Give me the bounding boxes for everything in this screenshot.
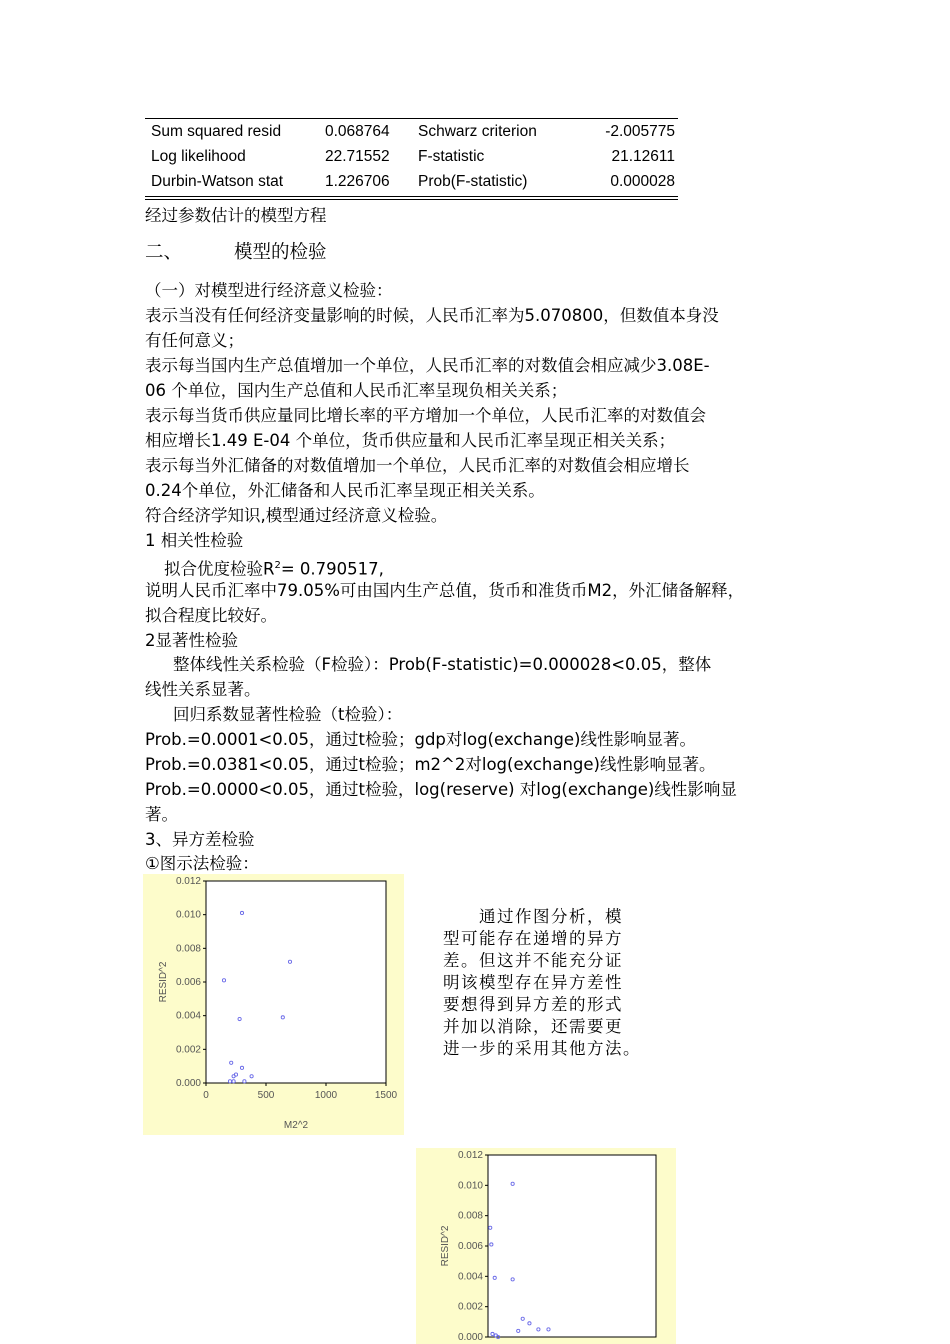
table-row [145,119,678,144]
superscript: 2 [274,560,281,571]
paragraph-line: 表示每当货币供应量同比增长率的平方增加一个单位，人民币汇率的对数值会 [145,406,706,425]
section-number: 二、 [145,242,183,263]
y-axis-label: RESID^2 [158,961,169,1003]
y-tick-label: 0.002 [457,1301,483,1313]
table-cell: Log likelihood [151,148,246,165]
explanation-line: 要想得到异方差的形式 [443,995,623,1014]
paragraph-line: 回归系数显著性检验（t检验）： [173,705,403,724]
y-tick-label: 0.004 [457,1271,483,1283]
paragraph-line: 表示每当外汇储备的对数值增加一个单位，人民币汇率的对数值会相应增长 [145,456,690,475]
paragraph-line: 整体线性关系检验（F检验）：Prob(F-statistic)=0.000028<0.05，整体 [173,655,712,674]
y-tick-label: 0.006 [175,977,201,988]
scatter-chart-2-svg [416,1148,676,1344]
r-squared-line [164,554,384,582]
paragraph-line: 著。 [145,805,178,824]
explanation-line: 进一步的采用其他方法。 [443,1039,641,1058]
table-bottom-rule-2 [145,199,678,200]
scatter-chart-1-svg [143,874,404,1135]
paragraph-line: 相应增长1.49 E-04 个单位，货币供应量和人民币汇率呈现正相关关系； [145,431,676,450]
table-cell: -2.005775 [605,123,675,140]
x-axis-label: M2^2 [283,1120,309,1131]
r-squared-label: 拟合优度检验R [164,559,275,579]
plot-area [206,881,386,1083]
paragraph-line: Prob.=0.0381<0.05，通过t检验；m2^2对log(exchange)线性影响显著。 [145,755,716,774]
y-tick-label: 0.010 [457,1180,483,1192]
y-tick-label: 0.000 [457,1332,483,1343]
y-tick-label: 0.012 [457,1150,483,1161]
section-heading [145,241,327,265]
subsection-heading: 1 相关性检验 [145,531,244,550]
y-tick-label: 0.000 [175,1078,201,1089]
table-cell: Schwarz criterion [418,123,537,140]
table-row [145,169,678,194]
y-tick-label: 0.004 [175,1010,201,1022]
table-cell: 21.12611 [611,148,675,165]
paragraph-line: 0.24个单位，外汇储备和人民币汇率呈现正相关关系。 [145,481,545,500]
scatter-chart-2 [416,1148,676,1344]
explanation-line: 通过作图分析，模 [443,907,623,926]
x-tick-label: 1500 [374,1090,398,1101]
y-tick-label: 0.006 [457,1241,483,1252]
x-tick-label: 500 [257,1090,275,1101]
paragraph-line: Prob.=0.0000<0.05，通过t检验，log(reserve) 对log(exchange)线性影响显 [145,780,737,799]
y-tick-label: 0.010 [175,909,201,921]
explanation-line: 明该模型存在异方差性 [443,973,623,992]
regression-stats-table [145,118,678,200]
paragraph-line: 表示当没有任何经济变量影响的时候，人民币汇率为5.070800，但数值本身没 [145,306,719,325]
subsection-heading: 3、异方差检验 [145,830,255,849]
paragraph-line: Prob.=0.0001<0.05，通过t检验；gdp对log(exchange)线性影响显著。 [145,730,696,749]
equation-caption: 经过参数估计的模型方程 [145,206,327,225]
section-title: 模型的检验 [234,242,327,263]
table-bottom-rule [145,196,678,197]
subsection-heading: ①图示法检验： [145,854,259,873]
paragraph-line: 拟合程度比较好。 [145,606,277,625]
table-cell: 0.000028 [610,173,675,190]
x-tick-label: 1000 [314,1090,338,1101]
table-cell: Durbin-Watson stat [151,173,284,190]
y-tick-label: 0.002 [175,1044,201,1056]
x-tick-label: 0 [203,1090,209,1101]
y-tick-label: 0.008 [175,943,201,955]
y-tick-label: 0.008 [457,1210,483,1222]
table-cell: 0.068764 [325,123,390,140]
table-cell: Prob(F-statistic) [418,173,528,190]
scatter-chart-1 [143,874,404,1135]
explanation-line: 差。但这并不能充分证 [443,951,623,970]
y-axis-label: RESID^2 [440,1225,451,1267]
r-squared-value: = 0.790517, [280,559,384,579]
table-cell: F-statistic [418,148,485,165]
paragraph-line: 线性关系显著。 [145,680,261,699]
subsection-heading: 2显著性检验 [145,631,238,650]
paragraph-line: 06 个单位，国内生产总值和人民币汇率呈现负相关关系； [145,381,568,400]
explanation-line: 型可能存在递增的异方 [443,929,623,948]
chart-explanation [443,906,655,1060]
explanation-line: 并加以消除，还需要更 [443,1017,623,1036]
paragraph-line: 表示每当国内生产总值增加一个单位，人民币汇率的对数值会相应减少3.08E- [145,356,710,375]
table-cell: Sum squared resid [151,123,282,140]
paragraph-line: 说明人民币汇率中79.05%可由国内生产总值，货币和准货币M2，外汇储备解释， [145,581,745,600]
paragraph-line: 符合经济学知识,模型通过经济意义检验。 [145,506,448,525]
y-tick-label: 0.012 [175,876,201,887]
paragraph-line: 有任何意义； [145,331,244,350]
table-cell: 22.71552 [325,148,390,165]
subsection-heading: （一）对模型进行经济意义检验： [145,281,393,300]
table-row [145,144,678,169]
table-cell: 1.226706 [325,173,390,190]
